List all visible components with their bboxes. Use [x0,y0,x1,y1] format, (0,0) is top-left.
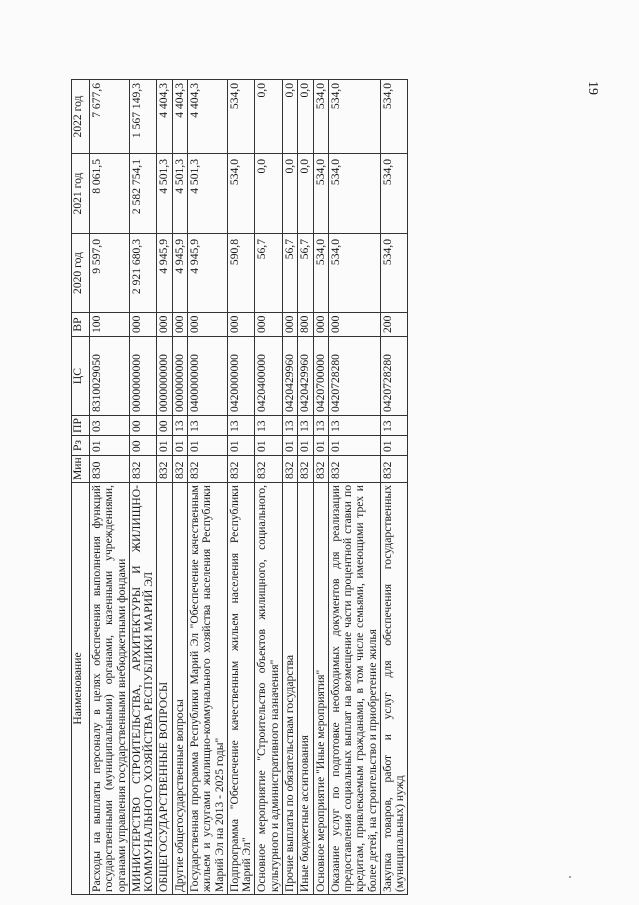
header-min: Мин [72,456,90,483]
row-pr: 13 [328,416,380,436]
row-2022: 534,0 [380,80,408,154]
header-vr: ВР [72,313,90,337]
row-2020: 590,8 [227,234,255,313]
row-2020: 4 945,9 [172,234,187,313]
table-row [380,80,408,895]
row-min: 832 [187,456,227,483]
row-cs: 0400000000 [187,337,227,416]
row-2021: 4 501,3 [187,154,227,234]
row-min: 832 [172,456,187,483]
header-rz: Рз [72,436,90,456]
row-pr: 13 [255,416,283,436]
row-vr: 100 [90,313,130,337]
row-2021: 0,0 [282,154,297,234]
row-2020: 9 597,0 [90,234,130,313]
row-rz: 01 [282,436,297,456]
table-row [298,80,313,895]
row-min: 832 [328,456,380,483]
row-2020: 534,0 [380,234,408,313]
row-name: Закупка товаров, работ и услуг для обеспечения государственных (муниципальных) нужд [380,483,408,895]
row-2020: 56,7 [255,234,283,313]
table-row [90,80,130,895]
header-2021: 2021 год [72,154,90,234]
table-header-row [72,80,90,895]
page-number: 19 [585,81,600,95]
row-2022: 534,0 [227,80,255,154]
row-cs: 0000000000 [129,337,157,416]
row-2022: 534,0 [313,80,328,154]
row-2021: 534,0 [313,154,328,234]
row-2021: 0,0 [298,154,313,234]
row-2021: 534,0 [380,154,408,234]
table-row [255,80,283,895]
row-2020: 56,7 [298,234,313,313]
row-min: 832 [129,456,157,483]
row-min: 830 [90,456,130,483]
row-pr: 03 [90,416,130,436]
row-cs: 0420429960 [282,337,297,416]
row-pr: 13 [282,416,297,436]
row-cs: 0420000000 [227,337,255,416]
row-vr: 800 [298,313,313,337]
row-rz: 01 [380,436,408,456]
row-vr: 000 [187,313,227,337]
row-vr: 000 [157,313,172,337]
row-2022: 7 677,6 [90,80,130,154]
table-row [282,80,297,895]
row-vr: 000 [255,313,283,337]
row-rz: 01 [255,436,283,456]
row-min: 832 [157,456,172,483]
table-row [172,80,187,895]
row-name: Оказание услуг по подготовке необходимых документов для реализации предоставления социальных выплат на возмещение части процентной ставки по кредитам, привлекаемым гражданами, в том числе семьями, имеющими трех и более детей, на строительство и приобретение жилья [328,483,380,895]
row-2022: 4 404,3 [172,80,187,154]
header-2022: 2022 год [72,80,90,154]
row-cs: 0420728280 [328,337,380,416]
row-rz: 01 [172,436,187,456]
row-rz: 01 [157,436,172,456]
row-name: МИНИСТЕРСТВО СТРОИТЕЛЬСТВА, АРХИТЕКТУРЫ И ЖИЛИЩНО-КОММУНАЛЬНОГО ХОЗЯЙСТВА РЕСПУБЛИКИ МАРИЙ ЭЛ [129,483,157,895]
row-2020: 56,7 [282,234,297,313]
row-vr: 000 [282,313,297,337]
row-2021: 2 582 754,1 [129,154,157,234]
header-2020: 2020 год [72,234,90,313]
row-cs: 0000000000 [172,337,187,416]
row-name: Основное мероприятие "Строительство объектов жилищного, социального, культурного и административного назначения" [255,483,283,895]
row-name: Иные бюджетные ассигнования [298,483,313,895]
row-rz: 01 [328,436,380,456]
row-name: Прочие выплаты по обязательствам государства [282,483,297,895]
table-row [313,80,328,895]
row-cs: 8310029050 [90,337,130,416]
row-min: 832 [227,456,255,483]
row-2020: 4 945,9 [187,234,227,313]
row-min: 832 [380,456,408,483]
row-2022: 0,0 [255,80,283,154]
row-name: Подпрограмма "Обеспечение качественным жильем населения Республики Марий Эл" [227,483,255,895]
row-min: 832 [282,456,297,483]
header-pr: ПР [72,416,90,436]
row-2020: 534,0 [328,234,380,313]
row-2021: 4 501,3 [172,154,187,234]
row-cs: 0420700000 [313,337,328,416]
row-2021: 534,0 [328,154,380,234]
row-name: Расходы на выплаты персоналу в целях обеспечения выполнения функций государственными (муниципальными) органами, казенными учреждениями, органами управления государственными внебюджетными фондами [90,483,130,895]
table-row [187,80,227,895]
row-vr: 000 [313,313,328,337]
row-pr: 13 [380,416,408,436]
row-name: ОБЩЕГОСУДАРСТВЕННЫЕ ВОПРОСЫ [157,483,172,895]
row-rz: 01 [187,436,227,456]
table-row [129,80,157,895]
row-2020: 4 945,9 [157,234,172,313]
row-2022: 534,0 [328,80,380,154]
row-vr: 200 [380,313,408,337]
row-cs: 0420400000 [255,337,283,416]
table-row [227,80,255,895]
row-2022: 4 404,3 [187,80,227,154]
row-vr: 000 [227,313,255,337]
row-2021: 534,0 [227,154,255,234]
table-body [90,80,408,895]
row-2022: 0,0 [282,80,297,154]
table-row [157,80,172,895]
row-pr: 00 [129,416,157,436]
scan-speck [569,876,571,878]
row-vr: 000 [328,313,380,337]
header-cs: ЦС [72,337,90,416]
header-name: Наименование [72,483,90,895]
row-2020: 534,0 [313,234,328,313]
rotated-table-container [71,80,609,895]
row-name: Основное мероприятие "Иные мероприятия" [313,483,328,895]
row-2021: 8 061,5 [90,154,130,234]
row-rz: 00 [129,436,157,456]
row-pr: 13 [172,416,187,436]
row-rz: 01 [298,436,313,456]
row-min: 832 [298,456,313,483]
row-name: Государственная программа Республики Марий Эл "Обеспечение качественным жильем и услугами жилищно-коммунального хозяйства населения Республики Марий Эл на 2013 - 2025 годы" [187,483,227,895]
row-2022: 1 567 149,3 [129,80,157,154]
row-vr: 000 [172,313,187,337]
row-pr: 13 [227,416,255,436]
row-cs: 0420429960 [298,337,313,416]
row-cs: 0000000000 [157,337,172,416]
table-row [328,80,380,895]
row-rz: 01 [227,436,255,456]
row-min: 832 [255,456,283,483]
row-cs: 0420728280 [380,337,408,416]
row-min: 832 [313,456,328,483]
row-pr: 13 [187,416,227,436]
row-pr: 00 [157,416,172,436]
row-2020: 2 921 680,3 [129,234,157,313]
budget-table [71,79,408,895]
row-2022: 0,0 [298,80,313,154]
row-2022: 4 404,3 [157,80,172,154]
row-rz: 01 [90,436,130,456]
row-vr: 000 [129,313,157,337]
row-pr: 13 [298,416,313,436]
row-name: Другие общегосударственные вопросы [172,483,187,895]
row-2021: 4 501,3 [157,154,172,234]
row-pr: 13 [313,416,328,436]
row-rz: 01 [313,436,328,456]
row-2021: 0,0 [255,154,283,234]
